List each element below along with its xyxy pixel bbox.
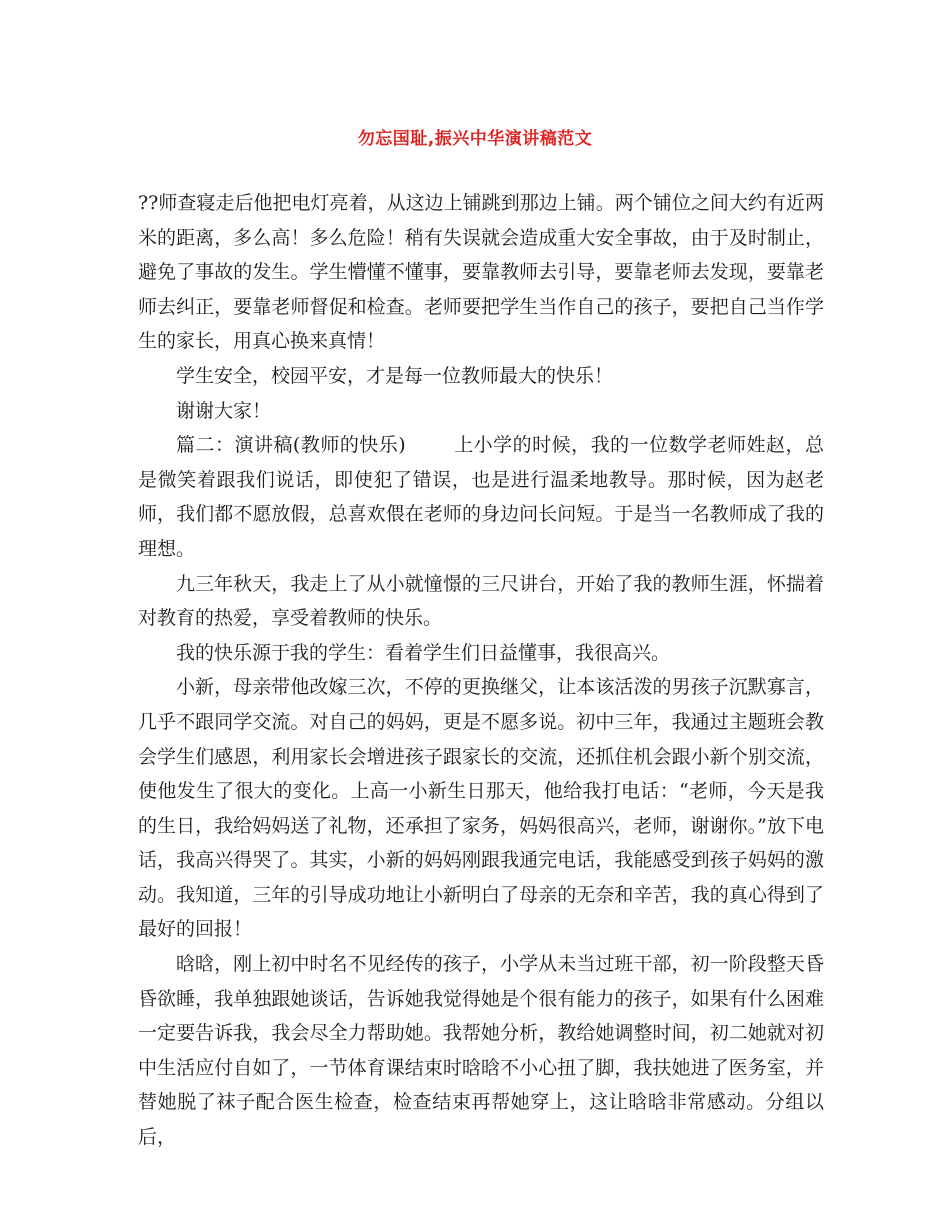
paragraph-1: ??师查寝走后他把电灯亮着，从这边上铺跳到那边上铺。两个铺位之间大约有近两米的距离，多么高！多么危险！稍有失误就会造成重大安全事故，由于及时制止，避免了事故的发生。学生懵懂不懂事，要靠教师去引导，要靠老师去发现，要靠老师去纠正，要靠老师督促和检查。老师要把学生当作自己的孩子，要把自己当作学生的家长，用真心换来真情！	[138, 192, 824, 353]
paragraph-5: 九三年秋天，我走上了从小就憧憬的三尺讲台，开始了我的教师生涯，怀揣着对教育的热爱，享受着教师的快乐。	[138, 572, 824, 630]
paragraph-4-text: 上小学的时候，我的一位数学老师姓赵，总是微笑着跟我们说话，即使犯了错误，也是进行温柔地教导。那时候，因为赵老师，我们都不愿放假，总喜欢偎在老师的身边问长问短。于是当一名教师成了我的理想。	[138, 434, 824, 560]
paragraph-4	[138, 428, 824, 566]
paragraph-8: 晗晗，刚上初中时名不见经传的孩子，小学从未当过班干部，初一阶段整天昏昏欲睡，我单独跟她谈话，告诉她我觉得她是个很有能力的孩子，如果有什么困难一定要告诉我，我会尽全力帮助她。我帮她分析，教给她调整时间，初二她就对初中生活应付自如了，一节体育课结束时晗晗不小心扭了脚，我扶她进了医务室，并替她脱了袜子配合医生检查，检查结束再帮她穿上，这让晗晗非常感动。分组以后，	[138, 953, 824, 1149]
paragraph-7: 小新，母亲带他改嫁三次，不停的更换继父，让本该活泼的男孩子沉默寡言，几乎不跟同学交流。对自己的妈妈，更是不愿多说。初中三年，我通过主题班会教会学生们感恩，利用家长会增进孩子跟家长的交流，还抓住机会跟小新个别交流，使他发生了很大的变化。上高一小新生日那天，他给我打电话：“老师，今天是我的生日，我给妈妈送了礼物，还承担了家务，妈妈很高兴，老师，谢谢你。”放下电话，我高兴得哭了。其实，小新的妈妈刚跟我通完电话，我能感受到孩子妈妈的激动。我知道，三年的引导成功地让小新明白了母亲的无奈和辛苦，我的真心得到了最好的回报！	[138, 676, 824, 941]
paragraph-3: 谢谢大家！	[176, 399, 272, 422]
document-body	[138, 186, 824, 1155]
document-title: 勿忘国耻,振兴中华演讲稿范文	[357, 129, 593, 149]
paragraph-6: 我的快乐源于我的学生：看着学生们日益懂事，我很高兴。	[176, 641, 671, 664]
paragraph-2: 学生安全，校园平安，才是每一位教师最大的快乐！	[176, 364, 614, 387]
section-heading: 篇二：演讲稿(教师的快乐)	[176, 434, 406, 457]
